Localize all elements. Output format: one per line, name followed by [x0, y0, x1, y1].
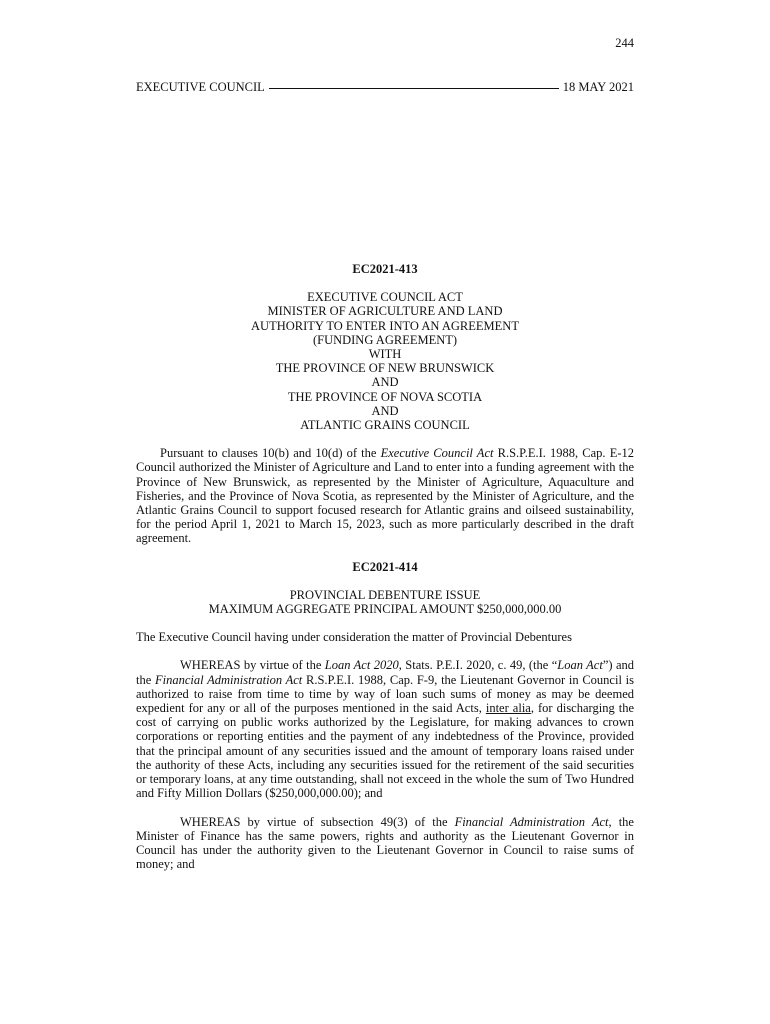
running-header — [136, 80, 634, 94]
whereas-clause: WHEREAS by virtue of the Loan Act 2020, Stats. P.E.I. 2020, c. 49, (the “Loan Act”) and the Financial Administration Act R.S.P.E.I. 1988, Cap. F-9, the Lieutenant Governor in Council is authorized to raise from time to time by way of loan such sums of money as may be deemed expedient for any or all of the purposes mentioned in the said Acts, inter alia, for discharging the cost of carrying on public works authorized by the Legislature, for making advances to crown corporations or reporting entities and the payment of any indebtedness of the Province, provided that the principal amount of any securities issued and the amount of temporary loans raised under the authority of these Acts, including any securities issued for the retirement of the said securities or temporary loans, at any time outstanding, shall not exceed in the whole the sum of Two Hundred and Fifty Million Dollars ($250,000,000.00); and — [136, 658, 634, 801]
document-body — [136, 262, 634, 885]
title-line: THE PROVINCE OF NEW BRUNSWICK — [275, 361, 495, 376]
order-paragraph: Pursuant to clauses 10(b) and 10(d) of the Executive Council Act R.S.P.E.I. 1988, Cap. E-12 Council authorized the Minister of Agriculture and Land to enter into a funding agreement with the Province of New Brunswick, as represented by the Minister of Agriculture, Aquaculture and Fisheries, and the Province of Nova Scotia, as represented by the Minister of Agriculture, and the Atlantic Grains Council to support focused research for Atlantic grains and oilseed sustainability, for the period April 1, 2021 to March 15, 2023, such as more particularly described in the draft agreement. — [136, 446, 634, 546]
header-left: EXECUTIVE COUNCIL — [136, 80, 265, 94]
title-line: ATLANTIC GRAINS COUNCIL — [300, 418, 470, 433]
whereas-clause: WHEREAS by virtue of subsection 49(3) of the Financial Administration Act, the Minister of Finance has the same powers, rights and authority as the Lieutenant Governor in Council has under the authority given to the Lieutenant Governor in Council to raise sums of money; and — [136, 814, 634, 872]
header-date: 18 MAY 2021 — [562, 80, 634, 94]
title-line: EXECUTIVE COUNCIL ACT — [307, 290, 463, 305]
title-line: MINISTER OF AGRICULTURE AND LAND — [267, 304, 503, 319]
title-line: WITH — [368, 347, 402, 362]
header-rule — [269, 88, 559, 89]
title-line: (FUNDING AGREEMENT) — [312, 332, 458, 347]
title-line: MAXIMUM AGGREGATE PRINCIPAL AMOUNT $250,000,000.00 — [208, 602, 562, 617]
title-line: PROVINCIAL DEBENTURE ISSUE — [289, 587, 481, 602]
order-number: EC2021-414 — [352, 559, 418, 574]
title-line: AND — [371, 375, 399, 390]
title-line: AND — [371, 403, 399, 418]
order-title — [136, 290, 634, 432]
order-intro: The Executive Council having under consideration the matter of Provincial Debentures — [136, 630, 572, 645]
order-title — [136, 588, 634, 616]
title-line: AUTHORITY TO ENTER INTO AN AGREEMENT — [251, 318, 519, 333]
title-line: THE PROVINCE OF NOVA SCOTIA — [287, 389, 483, 404]
order-number: EC2021-413 — [352, 262, 418, 276]
page-number: 244 — [615, 36, 634, 50]
